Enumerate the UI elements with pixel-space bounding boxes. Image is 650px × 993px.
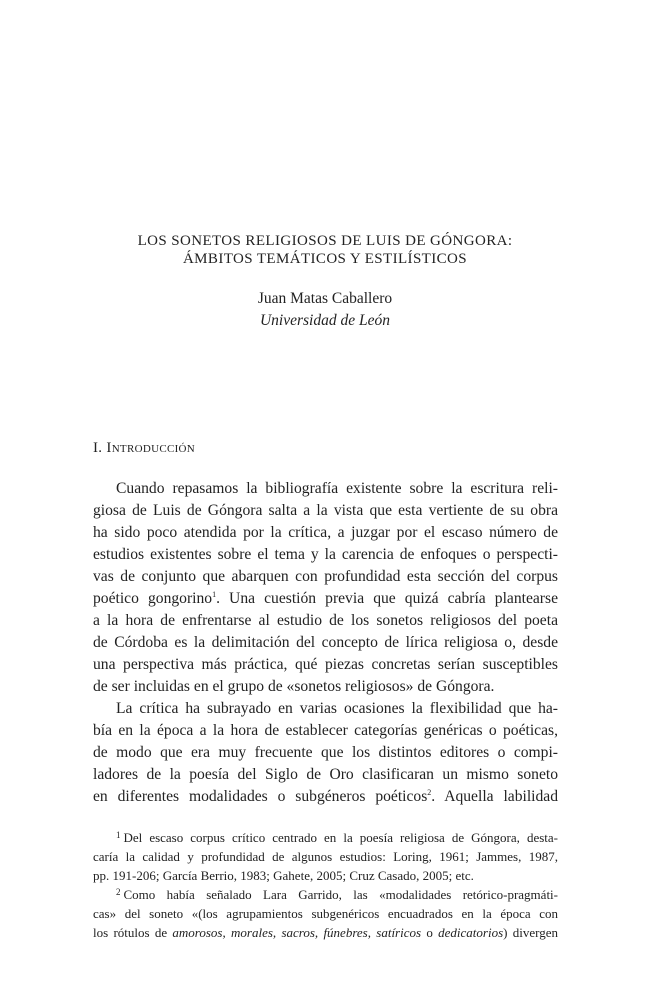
body-text: en diferentes modalidades o subgéneros poéticos	[93, 788, 428, 805]
footnote-number: 2	[116, 887, 121, 897]
section-heading: I. Introducción	[93, 440, 196, 456]
body-line	[93, 786, 558, 808]
footnote-number: 1	[116, 830, 121, 840]
footnote-italic-text: dedicatorios	[438, 925, 504, 940]
body-line: de Córdoba es la delimitación del concepto de lírica religiosa o, desde	[93, 634, 558, 651]
footnote-text: o	[421, 925, 439, 940]
article-title-line-1: LOS SONETOS RELIGIOSOS DE LUIS DE GÓNGORA:	[137, 233, 513, 249]
body-line: una perspectiva más práctica, qué piezas concretas serían susceptibles	[93, 656, 558, 673]
body-line: La crítica ha subrayado en varias ocasiones la flexibilidad que ha-	[116, 700, 558, 717]
footnote-text: los rótulos de	[93, 925, 173, 940]
body-line	[93, 588, 558, 610]
footnote-italic-text: amorosos, morales, sacros, fúnebres, satíricos	[172, 925, 422, 940]
body-line: bía en la época a la hora de establecer categorías genéricas o poéticas,	[93, 722, 558, 739]
footnote-reference[interactable]: 1	[212, 590, 217, 599]
body-line: de modo que era muy frecuente que los distintos editores o compi-	[93, 744, 558, 761]
footnote-line	[116, 885, 558, 904]
author-name: Juan Matas Caballero	[257, 290, 393, 307]
footnote-text: ) divergen	[503, 925, 559, 940]
footnote-text: Del escaso corpus crítico centrado en la poesía religiosa de Góngora, desta-	[123, 830, 558, 845]
body-text: . Aquella labilidad	[431, 788, 559, 805]
body-line: de ser incluidas en el grupo de «sonetos religiosos» de Góngora.	[93, 678, 495, 695]
author-affiliation: Universidad de León	[259, 312, 390, 329]
article-title-line-2: ÁMBITOS TEMÁTICOS Y ESTILÍSTICOS	[182, 251, 468, 267]
footnote-line: caría la calidad y profundidad de algunos estudios: Loring, 1961; Jammes, 1987,	[93, 849, 558, 864]
body-text: . Una cuestión previa que quizá cabría plantearse	[216, 590, 558, 607]
footnote-line	[93, 923, 558, 942]
footnote-line: cas» del soneto «(los agrupamientos subgenéricos encuadrados en la época con	[93, 906, 558, 921]
body-line: giosa de Luis de Góngora salta a la vista que esta vertiente de su obra	[93, 502, 558, 519]
body-line: estudios existentes sobre el tema y la carencia de enfoques o perspecti-	[93, 546, 558, 563]
body-line: ha sido poco atendida por la crítica, a juzgar por el escaso número de	[93, 524, 558, 541]
body-line: vas de conjunto que abarquen con profundidad esta sección del corpus	[93, 568, 558, 585]
footnote-reference[interactable]: 2	[427, 788, 432, 797]
footnote-line: pp. 191-206; García Berrio, 1983; Gahete, 2005; Cruz Casado, 2005; etc.	[93, 868, 474, 883]
body-line: ladores de la poesía del Siglo de Oro clasificaran un mismo soneto	[93, 766, 558, 783]
footnote-line	[116, 828, 558, 847]
footnote-text: Como había señalado Lara Garrido, las «modalidades retórico-pragmáti-	[123, 887, 558, 902]
body-text: poético gongorino	[93, 590, 213, 607]
body-line: a la hora de enfrentarse al estudio de los sonetos religiosos del poeta	[93, 612, 558, 629]
body-line: Cuando repasamos la bibliografía existente sobre la escritura reli-	[116, 480, 558, 497]
